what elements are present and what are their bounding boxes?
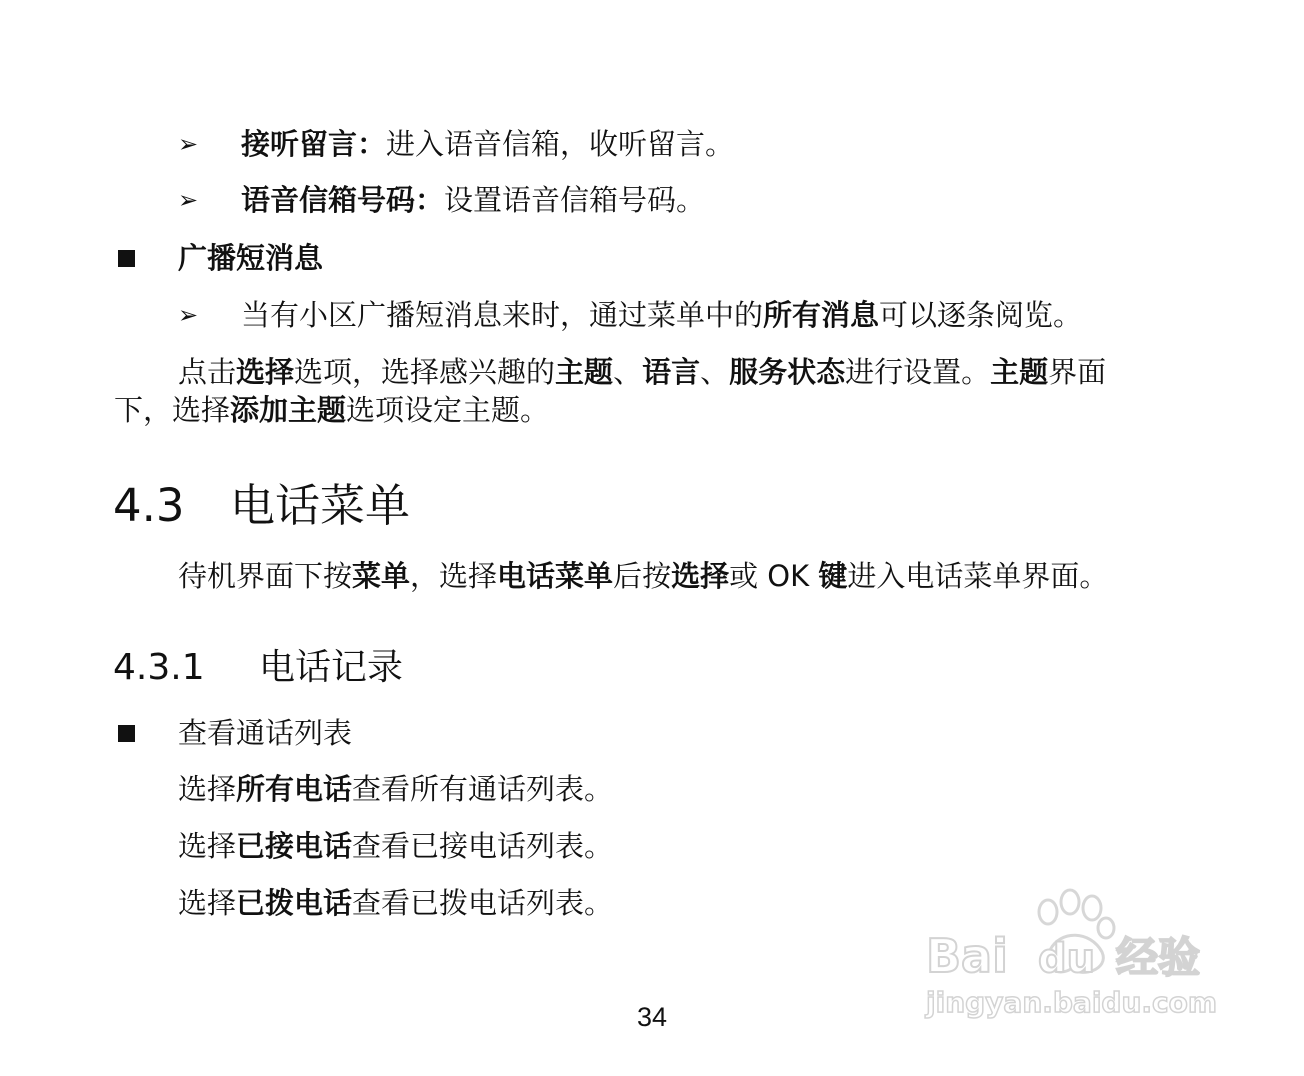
bold-term: 电话菜单 (497, 559, 614, 593)
svg-text:经验: 经验 (1116, 933, 1201, 982)
bold-term: 键 (818, 559, 848, 593)
text-segment: 点击 (178, 355, 237, 389)
section-4-3-1-number: 4.3.1 (113, 647, 205, 688)
list-item-listen-voicemail (241, 126, 734, 162)
call-log-line-received (178, 828, 613, 864)
text-segment: 查看已接电话列表。 (352, 829, 614, 863)
svg-text:Bai: Bai (926, 929, 1008, 983)
bold-term: 主题 (555, 355, 614, 389)
call-log-line-dialed (178, 885, 613, 921)
svg-text:du: du (1038, 936, 1096, 982)
call-log-line-all (178, 771, 613, 807)
section-4-3-title: 电话菜单 (230, 479, 411, 532)
bold-term: 主题 (990, 355, 1049, 389)
broadcast-heading: 广播短消息 (178, 241, 324, 275)
baidu-jingyan-watermark-logo (920, 880, 1240, 1030)
section-4-3-1-title: 电话记录 (259, 647, 404, 688)
broadcast-paragraph-line-2 (114, 392, 549, 428)
text-segment: 查看已拨电话列表。 (352, 886, 614, 920)
text-segment: 当有小区广播短消息来时，通过菜单中的 (241, 298, 764, 332)
bold-term: 所有电话 (236, 772, 353, 806)
section-4-3-paragraph (178, 558, 1108, 594)
list-item-voicemail-number (241, 182, 705, 218)
call-list-heading: 查看通话列表 (178, 716, 353, 750)
item-desc: 进入语音信箱，收听留言。 (386, 127, 735, 161)
arrow-bullet-icon: ➢ (178, 186, 199, 214)
square-bullet-icon (118, 250, 135, 267)
broadcast-paragraph-line-1 (178, 354, 1106, 390)
text-segment: 待机界面下按 (178, 559, 353, 593)
item-term: 接听留言： (241, 127, 387, 161)
arrow-bullet-icon: ➢ (178, 130, 199, 158)
text-segment: 、 (700, 355, 730, 389)
text-segment: 下，选择 (114, 393, 231, 427)
arrow-bullet-icon: ➢ (178, 301, 199, 329)
bold-term: 所有消息 (763, 298, 880, 332)
text-segment: 选项，选择感兴趣的 (294, 355, 556, 389)
bold-term: 语言 (642, 355, 701, 389)
bold-term: 选择 (671, 559, 730, 593)
text-segment: 选择 (178, 829, 237, 863)
text-segment: 界面 (1048, 355, 1107, 389)
text-segment: 选择 (178, 772, 237, 806)
text-segment: 、 (613, 355, 643, 389)
text-segment: 选择 (178, 886, 237, 920)
bold-term: 已接电话 (236, 829, 353, 863)
item-term: 语音信箱号码： (241, 183, 445, 217)
bold-term: 添加主题 (230, 393, 347, 427)
bold-term: 已拨电话 (236, 886, 353, 920)
bold-term: 选择 (236, 355, 295, 389)
svg-text:jingyan.baidu.com: jingyan.baidu.com (926, 986, 1218, 1019)
page-number: 34 (636, 1002, 668, 1032)
text-segment: ，选择 (410, 559, 498, 593)
list-item-broadcast (241, 297, 1082, 333)
text-segment: 进行设置。 (845, 355, 991, 389)
square-bullet-icon (118, 725, 135, 742)
text-segment: 查看所有通话列表。 (352, 772, 614, 806)
text-segment: 后按 (613, 559, 672, 593)
bold-term: 服务状态 (729, 355, 846, 389)
item-desc: 设置语音信箱号码。 (444, 183, 706, 217)
text-segment: 可以逐条阅览。 (879, 298, 1083, 332)
text-segment: 进入电话菜单界面。 (847, 559, 1109, 593)
bold-term: 菜单 (352, 559, 411, 593)
text-segment: 或 OK (729, 559, 819, 593)
text-segment: 选项设定主题。 (346, 393, 550, 427)
section-4-3-number: 4.3 (113, 479, 185, 532)
